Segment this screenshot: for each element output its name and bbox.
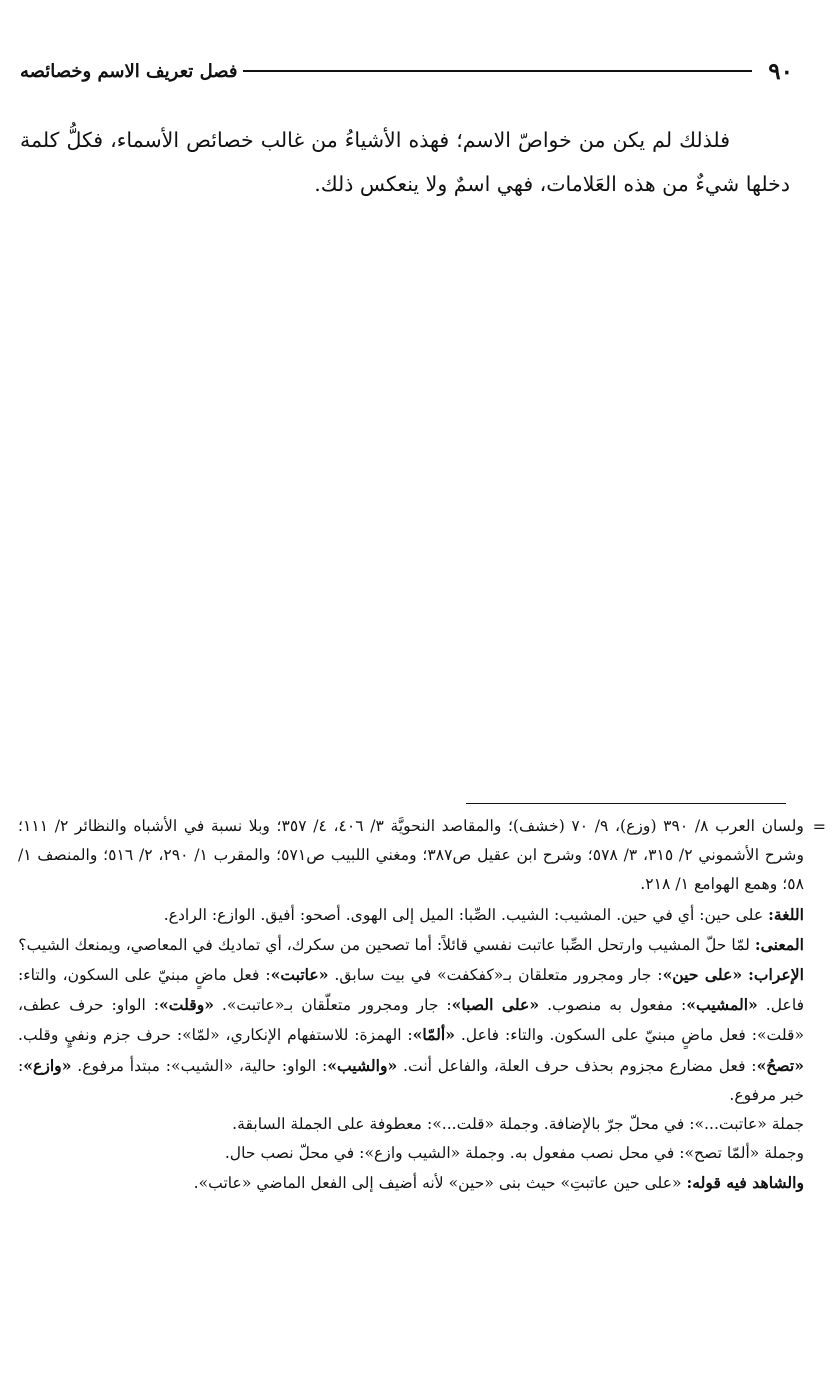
lugha-label: اللغة: [768, 904, 804, 924]
shahid-label: والشاهد فيه قوله: [686, 1173, 804, 1193]
sources-text: ولسان العرب ٨/ ٣٩٠ (وزع)، ٩/ ٧٠ (خشف)؛ والمقاصد النحويَّة ٣/ ٤٠٦، ٤/ ٣٥٧؛ وبلا نسبة في الأشباه والنظائر ٢/ ١١١؛ وشرح الأشموني ٢/ ٣١٥، ٣/ ٥٧٨؛ وشرح ابن عقيل ص٣٨٧؛ ومغني اللبيب ص٥٧١؛ والمقرب ١/ ٢٩٠، ٢/ ٥١٦؛ والمنصف ١/ ٥٨؛ وهمع الهوامع ١/ ٢١٨. [18, 817, 805, 894]
header-rule [243, 70, 752, 72]
irab-term-3: «المشيب» [686, 995, 758, 1015]
irab-label: الإعراب: [748, 965, 804, 985]
irab-text-6: : الهمزة: للاستفهام الإنكاري، «لمّا»: حرف جزم ونفيٍ وقلب. [18, 1026, 413, 1045]
footnote-jumal-1: جملة «عاتبت...»: في محلّ جرّ بالإضافة. وجملة «قلت...»: معطوفة على الجملة السابقة. [232, 1115, 804, 1134]
footnotes [18, 812, 826, 1199]
irab-text-3: : مفعول به منصوب. [547, 996, 687, 1015]
chapter-title: فصل تعريف الاسم وخصائصه [20, 60, 238, 82]
irab-text-1: : جار ومجرور متعلقان بـ«كفكفت» في بيت سابق. [334, 966, 663, 985]
main-text [20, 118, 790, 206]
page-number: ٩٠ [768, 57, 793, 85]
irab-term-9: «وازع» [23, 1055, 72, 1075]
running-header [20, 55, 793, 87]
footnote-lugha [18, 900, 804, 930]
footnote-jumal-2: وجملة «ألمّا تصح»: في محل نصب مفعول به. وجملة «الشيب وازع»: في محلّ نصب حال. [224, 1144, 804, 1163]
irab-term-5: «وقلت» [159, 995, 214, 1015]
footnote-separator [466, 803, 786, 804]
footnote-sources [18, 812, 826, 900]
irab-term-4: «على الصبا» [451, 995, 540, 1015]
irab-text-2: : فعل ماضٍ مبنيّ على السكون، والتاء: فاعل. [18, 966, 805, 1015]
irab-term-2: «عاتبت» [270, 965, 329, 985]
footnote-maana [18, 930, 804, 960]
footnote-irab [18, 960, 804, 1110]
irab-text-7: : فعل مضارع مجزوم بحذف حرف العلة، والفاعل أنت. [403, 1056, 757, 1075]
irab-term-7: «تصحُ» [756, 1055, 804, 1075]
irab-text-4: : جار ومجرور متعلّقان بـ«عاتبت». [221, 996, 452, 1015]
irab-text-8: : الواو: حالية، «الشيب»: مبتدأ مرفوع. [77, 1056, 328, 1075]
lugha-text: على حين: أي في حين. المشيب: الشيب. الصِّبا: الميل إلى الهوى. أصحو: أفيق. الوازع: الرادع. [163, 905, 764, 924]
irab-term-6: «ألمّا» [412, 1025, 455, 1045]
irab-text-5: : الواو: حرف عطف، «قلت»: فعل ماضٍ مبنيّ على السكون. والتاء: فاعل. [18, 996, 804, 1045]
continuation-marker: = [812, 817, 826, 836]
irab-term-8: «والشيب» [327, 1055, 398, 1075]
maana-text: لمّا حلّ المشيب وارتحل الصِّبا عاتبت نفسي قائلاً: أما تصحين من سكرك، أي تماديك في المعاصي، ويمنعك الشيب؟ [18, 935, 750, 954]
shahid-text: «على حين عاتبتِ» حيث بنى «حين» لأنه أضيف إلى الفعل الماضي «عاتب». [193, 1174, 682, 1193]
footnote-shahid [18, 1168, 804, 1198]
body-paragraph: فلذلك لم يكن من خواصّ الاسم؛ فهذه الأشياءُ من غالب خصائص الأسماء، فكلُّ كلمة دخلها شيءٌ من هذه العَلامات، فهي اسمٌ ولا ينعكس ذلك. [20, 128, 790, 196]
maana-label: المعنى: [754, 934, 804, 954]
irab-term-1: «على حين» [662, 965, 743, 985]
irab-text-9: : خبر مرفوع. [18, 1056, 804, 1104]
